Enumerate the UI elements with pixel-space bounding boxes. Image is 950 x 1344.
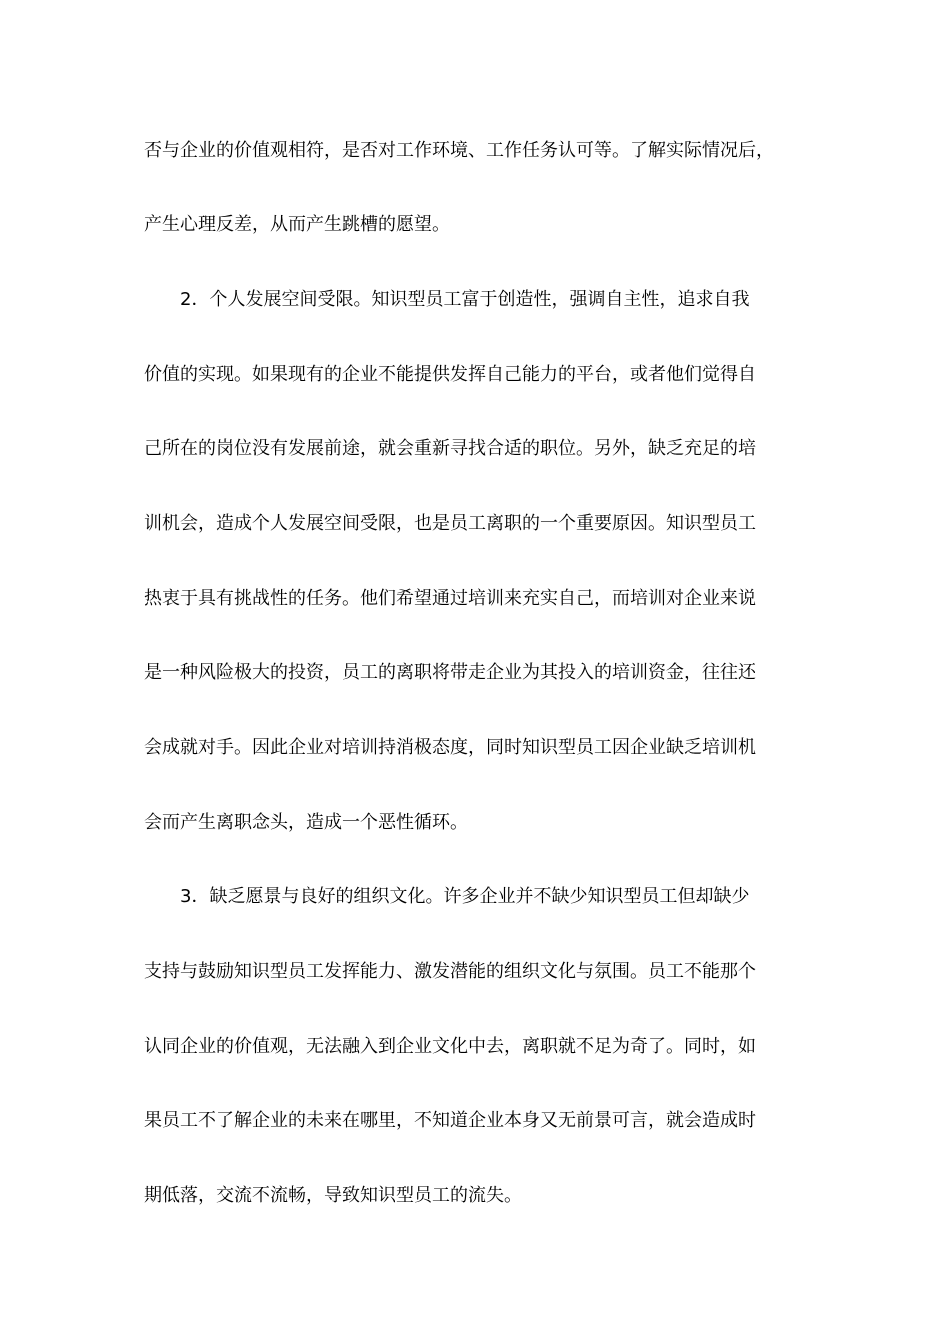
text-line: 支持与鼓励知识型员工发挥能力、激发潜能的组织文化与氛围。员工不能那个	[144, 961, 756, 982]
text-line: 价值的实现。如果现有的企业不能提供发挥自己能力的平台，或者他们觉得自	[144, 364, 756, 385]
paragraph-2-start: 2．个人发展空间受限。知识型员工富于创造性，强调自主性，追求自我	[180, 289, 750, 310]
text-line: 热衷于具有挑战性的任务。他们希望通过培训来充实自己，而培训对企业来说	[144, 588, 756, 609]
text-line: 认同企业的价值观，无法融入到企业文化中去，离职就不足为奇了。同时，如	[144, 1036, 756, 1057]
text-line: 会成就对手。因此企业对培训持消极态度，同时知识型员工因企业缺乏培训机	[144, 737, 756, 758]
text-line: 产生心理反差，从而产生跳槽的愿望。	[144, 214, 450, 235]
text-line: 会而产生离职念头，造成一个恶性循环。	[144, 812, 468, 833]
text-line: 己所在的岗位没有发展前途，就会重新寻找合适的职位。另外，缺乏充足的培	[144, 438, 756, 459]
text-line: 训机会，造成个人发展空间受限，也是员工离职的一个重要原因。知识型员工	[144, 513, 756, 534]
text-line: 是一种风险极大的投资，员工的离职将带走企业为其投入的培训资金，往往还	[144, 662, 756, 683]
paragraph-3-start: 3．缺乏愿景与良好的组织文化。许多企业并不缺少知识型员工但却缺少	[180, 886, 750, 907]
text-line: 果员工不了解企业的未来在哪里，不知道企业本身又无前景可言，就会造成时	[144, 1110, 756, 1131]
text-line: 否与企业的价值观相符，是否对工作环境、工作任务认可等。了解实际情况后，	[144, 140, 774, 161]
text-line: 期低落，交流不流畅，导致知识型员工的流失。	[144, 1185, 522, 1206]
